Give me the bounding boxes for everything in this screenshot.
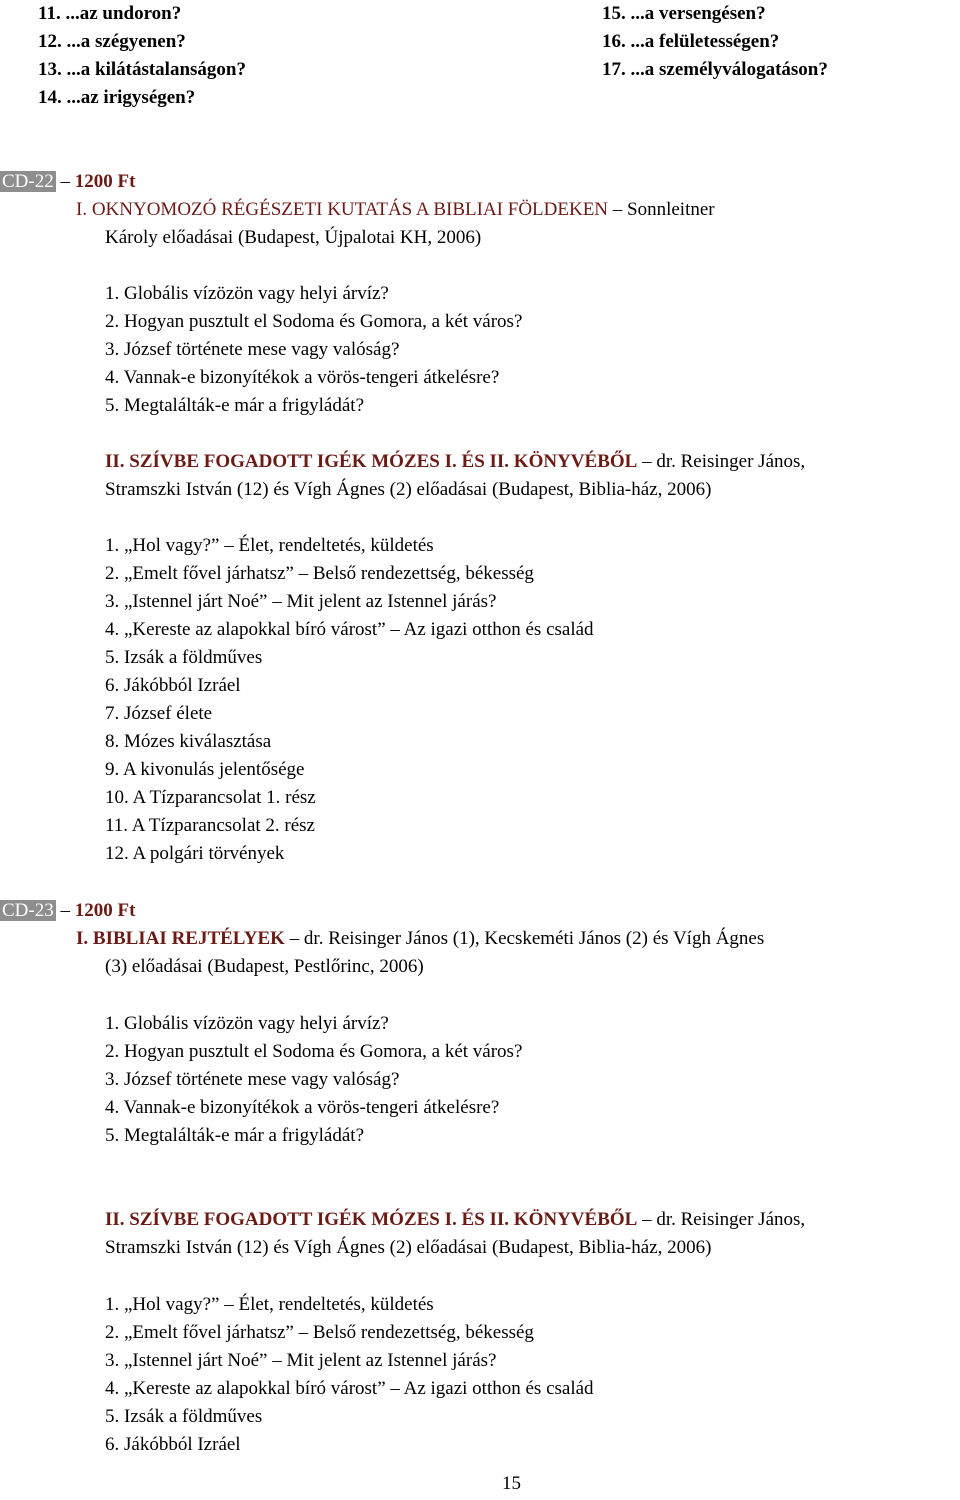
cd-price: 1200 Ft <box>74 171 136 192</box>
intro-left-item: 12. ...a szégyenen? <box>38 31 186 52</box>
cd-price: 1200 Ft <box>74 900 136 921</box>
list-item: 2. Hogyan pusztult el Sodoma és Gomora, a két város? <box>105 1041 523 1062</box>
section-description: Stramszki István (12) és Vígh Ágnes (2) előadásai (Budapest, Biblia-ház, 2006) <box>105 1237 712 1258</box>
list-item: 4. Vannak-e bizonyítékok a vörös-tengeri átkelésre? <box>105 367 500 388</box>
section-description: Károly előadásai (Budapest, Újpalotai KH, 2006) <box>105 227 482 248</box>
section-description: Stramszki István (12) és Vígh Ágnes (2) előadásai (Budapest, Biblia-ház, 2006) <box>105 479 712 500</box>
intro-right-item: 16. ...a felületességen? <box>602 31 780 52</box>
list-item: 2. Hogyan pusztult el Sodoma és Gomora, a két város? <box>105 311 523 332</box>
intro-right-item: 17. ...a személyválogatáson? <box>602 59 828 80</box>
list-item: 3. „Istennel járt Noé” – Mit jelent az Istennel járás? <box>105 591 497 612</box>
list-item: 11. A Tízparancsolat 2. rész <box>105 815 315 836</box>
list-item: 12. A polgári törvények <box>105 843 285 864</box>
section-heading: I. OKNYOMOZÓ RÉGÉSZETI KUTATÁS A BIBLIAI FÖLDEKEN – Sonnleitner <box>76 199 715 220</box>
list-item: 7. József élete <box>105 703 213 724</box>
list-item: 5. Megtalálták-e már a frigyládát? <box>105 1125 365 1146</box>
list-item: 3. József története mese vagy valóság? <box>105 339 400 360</box>
section-description: (3) előadásai (Budapest, Pestlőrinc, 2006) <box>105 956 424 977</box>
list-item: 2. „Emelt fővel járhatsz” – Belső rendezettség, békesség <box>105 1322 534 1343</box>
list-item: 1. „Hol vagy?” – Élet, rendeltetés, küldetés <box>105 1294 434 1315</box>
list-item: 6. Jákóbból Izráel <box>105 1434 241 1455</box>
page-number: 15 <box>502 1473 521 1494</box>
list-item: 3. „Istennel járt Noé” – Mit jelent az Istennel járás? <box>105 1350 497 1371</box>
intro-right-item: 15. ...a versengésen? <box>602 3 766 24</box>
section-heading: I. BIBLIAI REJTÉLYEK – dr. Reisinger János (1), Kecskeméti János (2) és Vígh Ágnes <box>76 928 765 949</box>
cd-label: CD-22 <box>2 171 54 192</box>
list-item: 6. Jákóbból Izráel <box>105 675 241 696</box>
section-heading: II. SZÍVBE FOGADOTT IGÉK MÓZES I. ÉS II. KÖNYVÉBŐL – dr. Reisinger János, <box>105 1209 806 1230</box>
list-item: 4. „Kereste az alapokkal bíró várost” – Az igazi otthon és család <box>105 619 594 640</box>
cd-label: CD-23 <box>2 900 54 921</box>
section-heading: II. SZÍVBE FOGADOTT IGÉK MÓZES I. ÉS II. KÖNYVÉBŐL – dr. Reisinger János, <box>105 451 806 472</box>
cd22-header: CD-22 – 1200 Ft <box>2 171 136 192</box>
list-item: 5. Izsák a földműves <box>105 647 263 668</box>
list-item: 1. Globális vízözön vagy helyi árvíz? <box>105 283 389 304</box>
list-item: 10. A Tízparancsolat 1. rész <box>105 787 316 808</box>
list-item: 1. Globális vízözön vagy helyi árvíz? <box>105 1013 389 1034</box>
list-item: 5. Izsák a földműves <box>105 1406 263 1427</box>
intro-left-item: 13. ...a kilátástalanságon? <box>38 59 246 80</box>
list-item: 2. „Emelt fővel járhatsz” – Belső rendezettség, békesség <box>105 563 534 584</box>
intro-left-item: 11. ...az undoron? <box>38 3 182 24</box>
list-item: 5. Megtalálták-e már a frigyládát? <box>105 395 365 416</box>
list-item: 4. Vannak-e bizonyítékok a vörös-tengeri átkelésre? <box>105 1097 500 1118</box>
list-item: 1. „Hol vagy?” – Élet, rendeltetés, küldetés <box>105 535 434 556</box>
list-item: 8. Mózes kiválasztása <box>105 731 272 752</box>
intro-left-item: 14. ...az irigységen? <box>38 87 196 108</box>
list-item: 3. József története mese vagy valóság? <box>105 1069 400 1090</box>
list-item: 4. „Kereste az alapokkal bíró várost” – Az igazi otthon és család <box>105 1378 594 1399</box>
cd23-header: CD-23 – 1200 Ft <box>2 900 136 921</box>
list-item: 9. A kivonulás jelentősége <box>105 759 305 780</box>
